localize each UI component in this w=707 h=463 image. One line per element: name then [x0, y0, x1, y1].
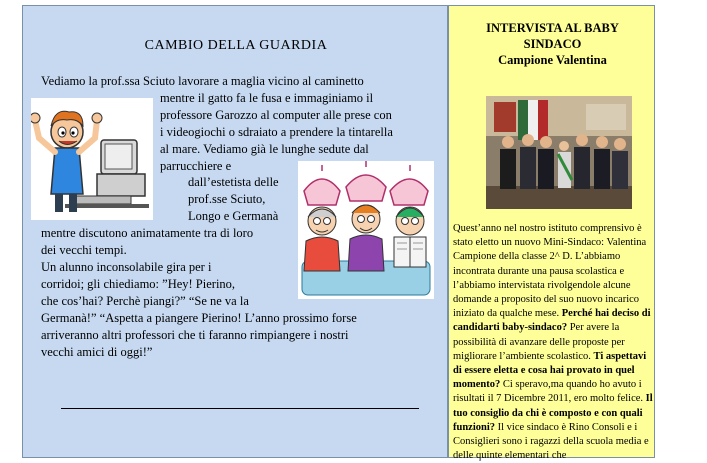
interview-question: Il tuo consiglio da chi è composto e con quali funzioni?: [453, 393, 653, 433]
left-article: [22, 5, 448, 458]
interview-answer: Il vice sindaco è Rino Consoli e i Consiglieri sono i ragazzi della scuola media e delle quinte elementari che: [453, 421, 649, 462]
article-line: Un alunno inconsolabile gira per i: [41, 260, 212, 274]
interview-intro: Quest’anno nel nostro istituto comprensivo è stato eletto un nuovo Mini-Sindaco: Valentina Campione della classe 2^ D. L’abbiamo incontrata durante una pausa scolastica e l’abbiamo intervistata rivolgendole alcune domande a proposito del suo nuovo incarico iniziato da qualche mese.: [453, 223, 647, 320]
article-line: professore Garozzo al computer alle prese con: [160, 108, 392, 122]
interview-answer: Per avere la possibilità di avanzare delle proposte per migliorare l’ambiente scolastico.: [453, 322, 625, 362]
article-line: prof.sse Sciuto,: [188, 192, 266, 206]
ceremony-photo-image: [486, 96, 632, 209]
right-article-title: [449, 20, 656, 68]
right-title-line2: SINDACO: [523, 37, 582, 51]
article-line: Longo e Germanà: [188, 209, 279, 223]
article-line: che cos’hai? Perchè piangi?” “Se ne va la: [41, 294, 249, 308]
article-line: Vediamo la prof.ssa Sciuto lavorare a maglia vicino al caminetto: [41, 74, 364, 88]
article-line: corridoi; gli chiediamo: ”Hey! Pierino,: [41, 277, 236, 291]
right-subtitle: Campione Valentina: [498, 53, 607, 67]
article-line: dei vecchi tempi.: [41, 243, 127, 257]
article-line: parrucchiere e: [160, 159, 232, 173]
left-article-title: CAMBIO DELLA GUARDIA: [144, 38, 328, 53]
article-line: mentre discutono animatamente tra di loro: [41, 226, 254, 240]
section-divider: [61, 408, 419, 409]
hairdresser-cartoon: [298, 161, 434, 299]
interview-question: Perché hai deciso di candidarti baby-sindaco?: [453, 308, 651, 334]
ceremony-photo: [486, 96, 632, 209]
article-line: arriveranno altri professori che ti faranno rimpiangere i nostri: [41, 328, 349, 342]
article-line: al mare. Vediamo già le lunghe sedute dal: [160, 142, 369, 156]
right-title-line1: INTERVISTA AL BABY: [486, 21, 619, 35]
article-line: dall’estetista delle: [188, 175, 279, 189]
interview-text: [453, 222, 653, 463]
article-line: Germanà!” “Aspetta a piangere Pierino! L’anno prossimo forse: [41, 311, 357, 325]
interview-question: Ti aspettavi di essere eletta e cosa hai provato in quel momento?: [453, 350, 647, 391]
computer-cartoon: [31, 98, 153, 220]
article-line: i videogiochi o sdraiato a prendere la tintarella: [160, 125, 393, 139]
article-line: mentre il gatto fa le fusa e immaginiamo il: [160, 91, 374, 105]
right-article: [448, 5, 655, 462]
article-line: vecchi amici di oggi!”: [41, 345, 153, 359]
interview-answer: Ci speravo,ma quando ho avuto i risultati il 7 Dicembre 2011, ero molto felice.: [453, 379, 644, 405]
